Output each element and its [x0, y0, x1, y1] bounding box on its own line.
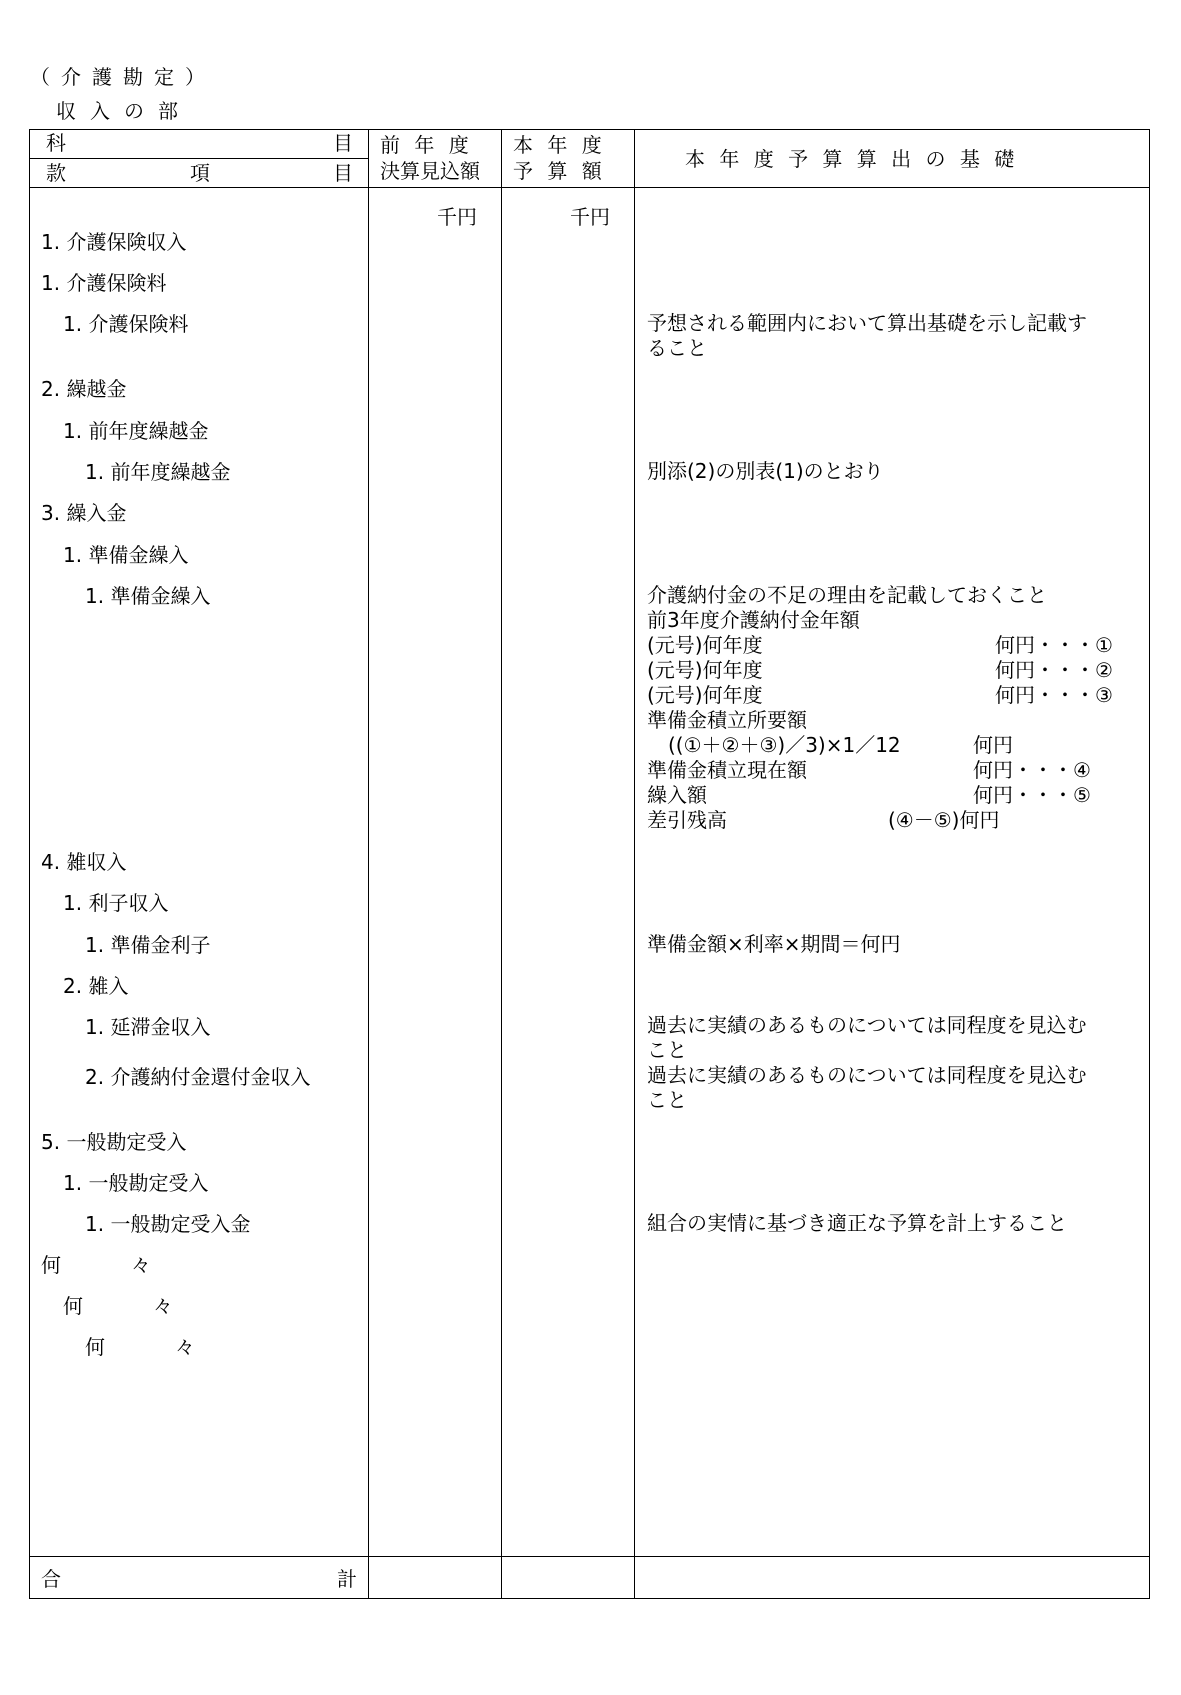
row-moku-1-1-1: 1. 介護保険料 — [63, 312, 189, 336]
note-junbikin-3yr: 前3年度介護納付金年額 — [647, 608, 860, 632]
placeholder-tail: 々 — [131, 1253, 151, 1277]
row-kan-5: 5. 一般勘定受入 — [41, 1130, 187, 1154]
note-required: 準備金積立所要額 — [647, 708, 807, 732]
header-prev-year-line2: 決算見込額 — [380, 159, 480, 183]
header-divider — [29, 187, 1150, 188]
note-junbikin-reason: 介護納付金の不足の理由を記載しておくこと — [647, 583, 1047, 607]
note-entai: 過去に実績のあるものについては同程度を見込む こと — [647, 1013, 1087, 1062]
note-current: 準備金積立現在額 — [647, 758, 807, 782]
header-kan: 款 — [46, 161, 66, 185]
row-kou-2-1: 1. 前年度繰越金 — [63, 419, 209, 443]
note-balance-amount: (④－⑤)何円 — [888, 808, 1000, 832]
row-moku-2-1-1: 1. 前年度繰越金 — [85, 460, 231, 484]
note-year2-amount: 何円・・・② — [995, 658, 1113, 682]
note-transfer-amount: 何円・・・⑤ — [973, 783, 1091, 807]
placeholder-label: 何 — [85, 1335, 105, 1359]
unit-prev: 千円 — [437, 205, 477, 229]
note-year1-amount: 何円・・・① — [995, 633, 1113, 657]
row-moku-5-1-1: 1. 一般勘定受入金 — [85, 1212, 251, 1236]
row-kou-4-2: 2. 雑入 — [63, 974, 129, 998]
header-cur-year-line2: 予 算 額 — [513, 159, 606, 183]
section-title: 収入の部 — [56, 99, 192, 123]
row-kan-2: 2. 繰越金 — [41, 377, 127, 401]
row-kou-5-1: 1. 一般勘定受入 — [63, 1171, 209, 1195]
note-hokenryo: 予想される範囲内において算出基礎を示し記載す ること — [647, 311, 1087, 360]
total-divider — [29, 1556, 1150, 1557]
placeholder-tail: 々 — [153, 1294, 173, 1318]
row-kou-3-1: 1. 準備金繰入 — [63, 543, 189, 567]
row-placeholder-moku — [85, 1335, 195, 1359]
row-placeholder-kan — [41, 1253, 151, 1277]
column-divider-3 — [634, 129, 635, 1599]
column-divider-2 — [501, 129, 502, 1599]
note-interest: 準備金額×利率×期間＝何円 — [647, 932, 901, 956]
note-kurikoshi: 別添(2)の別表(1)のとおり — [647, 459, 884, 483]
note-year2: (元号)何年度 — [647, 658, 763, 682]
header-kamoku: 科 — [46, 131, 66, 155]
total-label: 合 — [41, 1567, 61, 1591]
note-year3: (元号)何年度 — [647, 683, 763, 707]
note-transfer: 繰入額 — [647, 783, 707, 807]
placeholder-tail: 々 — [175, 1335, 195, 1359]
note-formula-amount: 何円 — [973, 733, 1013, 757]
total-label-2: 計 — [337, 1567, 357, 1591]
placeholder-label: 何 — [41, 1253, 61, 1277]
row-kou-1-1: 1. 介護保険料 — [41, 271, 167, 295]
note-current-amount: 何円・・・④ — [973, 758, 1091, 782]
row-placeholder-kou — [63, 1294, 173, 1318]
header-kou: 項 — [190, 161, 210, 185]
note-year1: (元号)何年度 — [647, 633, 763, 657]
note-formula: ((①＋②＋③)／3)×1／12 — [668, 733, 901, 757]
header-cur-year-line1: 本 年 度 — [513, 133, 606, 157]
column-divider-1 — [368, 129, 369, 1599]
row-kou-4-1: 1. 利子収入 — [63, 891, 169, 915]
note-balance: 差引残高 — [647, 808, 727, 832]
document-title: （介護勘定） — [30, 65, 216, 89]
header-moku-2: 目 — [333, 161, 353, 185]
header-split-line — [29, 158, 368, 159]
header-moku: 目 — [333, 131, 353, 155]
row-moku-4-2-1: 1. 延滞金収入 — [85, 1015, 211, 1039]
row-kan-3: 3. 繰入金 — [41, 501, 127, 525]
row-moku-4-1-1: 1. 準備金利子 — [85, 933, 211, 957]
placeholder-label: 何 — [63, 1294, 83, 1318]
note-kanpu: 過去に実績のあるものについては同程度を見込む こと — [647, 1063, 1087, 1112]
row-moku-4-2-2: 2. 介護納付金還付金収入 — [85, 1065, 311, 1089]
header-prev-year-line1: 前 年 度 — [380, 133, 473, 157]
note-ippan: 組合の実情に基づき適正な予算を計上すること — [647, 1211, 1067, 1235]
row-kan-1: 1. 介護保険収入 — [41, 230, 187, 254]
note-year3-amount: 何円・・・③ — [995, 683, 1113, 707]
header-basis: 本 年 度 予 算 算 出 の 基 礎 — [685, 147, 1019, 171]
row-kan-4: 4. 雑収入 — [41, 850, 127, 874]
row-moku-3-1-1: 1. 準備金繰入 — [85, 584, 211, 608]
unit-cur: 千円 — [570, 205, 610, 229]
